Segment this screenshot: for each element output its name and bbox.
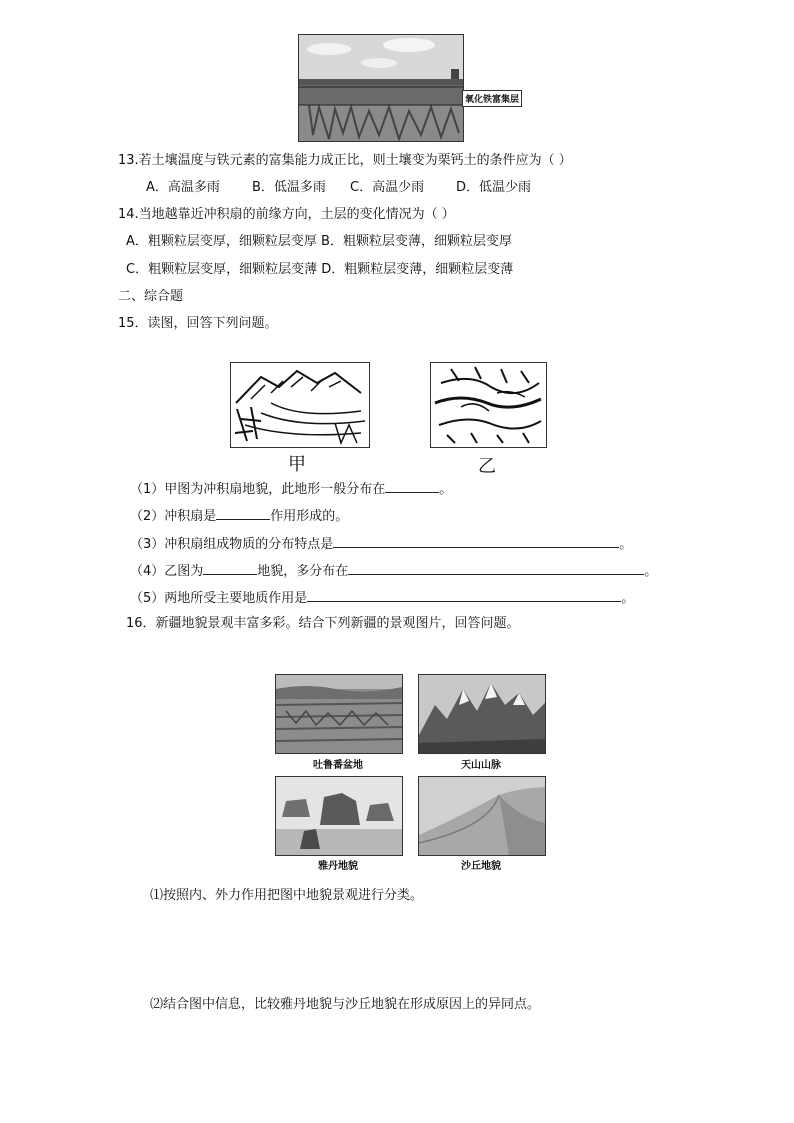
answer-blank[interactable] — [216, 506, 270, 520]
q15-part4-mid: 地貌，多分布在 — [257, 564, 349, 579]
section-heading: 二、综合题 — [118, 289, 184, 304]
q15-part5 — [130, 588, 634, 608]
tianshan-image — [419, 675, 545, 753]
caption-sand-dune: 沙丘地貌 — [461, 861, 501, 872]
answer-blank[interactable] — [385, 479, 439, 493]
q14-options-line1: A．粗颗粒层变厚，细颗粒层变厚 B．粗颗粒层变薄，细颗粒层变厚 — [126, 234, 512, 249]
answer-blank[interactable] — [203, 561, 257, 575]
q15-part1 — [130, 479, 452, 499]
q13-stem: 13.若土壤温度与铁元素的富集能力成正比，则土壤变为栗钙土的条件应为（ ） — [118, 153, 572, 168]
q13-option-d: D．低温少雨 — [456, 180, 532, 195]
oxide-layer-label: 氧化铁富集层 — [462, 90, 522, 107]
caption-yardang: 雅丹地貌 — [318, 861, 358, 872]
q15-part1-end: 。 — [439, 482, 453, 497]
turpan-basin-image — [276, 675, 402, 753]
caption-tianshan: 天山山脉 — [461, 760, 501, 771]
q13-option-a: A．高温多雨 — [146, 180, 220, 195]
q14-stem: 14.当地越靠近冲积扇的前缘方向，土层的变化情况为（ ） — [118, 207, 455, 222]
q13-option-b: B．低温多雨 — [252, 180, 326, 195]
answer-blank[interactable] — [333, 534, 619, 548]
figure-yi-label: 乙 — [478, 456, 496, 477]
alluvial-fan-drawing — [231, 363, 369, 447]
yardang-photo — [275, 776, 403, 856]
q15-part3 — [130, 534, 632, 554]
soil-profile-image — [299, 35, 463, 141]
delta-drawing — [431, 363, 546, 447]
caption-turpan-basin: 吐鲁番盆地 — [313, 760, 363, 771]
turpan-basin-photo — [275, 674, 403, 754]
answer-blank[interactable] — [348, 561, 644, 575]
figure-jia-label: 甲 — [288, 454, 306, 475]
sand-dune-photo — [418, 776, 546, 856]
q15-part3-end: 。 — [619, 537, 633, 552]
q13-option-c: C．高温少雨 — [350, 180, 425, 195]
q16-stem: 16．新疆地貌景观丰富多彩。结合下列新疆的景观图片，回答问题。 — [126, 616, 520, 631]
alluvial-fan-sketch — [230, 362, 370, 448]
answer-blank[interactable] — [307, 588, 621, 602]
q15-part4-text: （4）乙图为 — [130, 564, 204, 579]
river-delta-sketch — [430, 362, 547, 448]
q16-subquestion-1: ⑴按照内、外力作用把图中地貌景观进行分类。 — [150, 888, 424, 903]
q15-part4 — [130, 561, 657, 581]
q15-part4-end: 。 — [644, 564, 658, 579]
q14-options-line2: C．粗颗粒层变厚，细颗粒层变薄 D．粗颗粒层变薄，细颗粒层变薄 — [126, 262, 514, 277]
yardang-image — [276, 777, 402, 855]
sand-dune-image — [419, 777, 545, 855]
tianshan-photo — [418, 674, 546, 754]
q15-part1-text: （1）甲图为冲积扇地貌，此地形一般分布在 — [130, 482, 386, 497]
q16-subquestion-2: ⑵结合图中信息，比较雅丹地貌与沙丘地貌在形成原因上的异同点。 — [150, 997, 541, 1012]
q15-part2-end: 作用形成的。 — [270, 509, 349, 524]
q15-part5-text: （5）两地所受主要地质作用是 — [130, 591, 308, 606]
q15-part3-text: （3）冲积扇组成物质的分布特点是 — [130, 537, 334, 552]
q15-part5-end: 。 — [621, 591, 635, 606]
soil-profile-photo — [298, 34, 464, 142]
q15-part2 — [130, 506, 348, 526]
q15-part2-text: （2）冲积扇是 — [130, 509, 217, 524]
q15-stem: 15．读图，回答下列问题。 — [118, 316, 278, 331]
